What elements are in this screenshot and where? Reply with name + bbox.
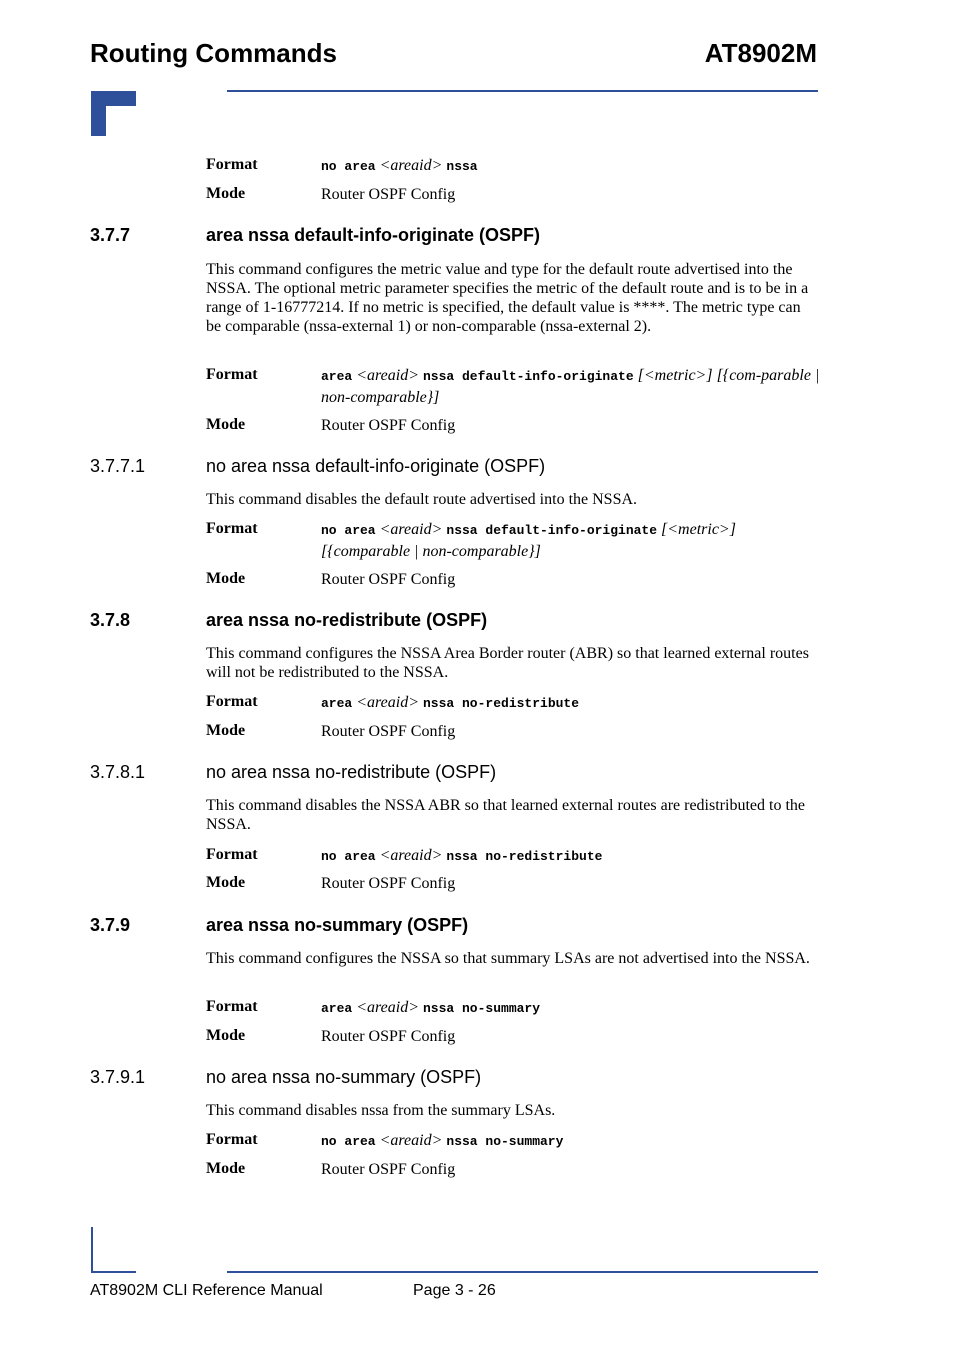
corner-mark-horizontal xyxy=(91,91,136,106)
cmd-argument: <areaid> xyxy=(356,999,419,1016)
section-number: 3.7.8 xyxy=(90,610,131,630)
mode-label: Mode xyxy=(206,185,246,202)
section-title: no area nssa no-summary (OSPF) xyxy=(206,1067,482,1087)
mode-value: Router OSPF Config xyxy=(321,1028,456,1045)
cmd-keyword: nssa default-info-originate xyxy=(446,523,658,538)
mode-value: Router OSPF Config xyxy=(321,723,456,740)
section-description: This command configures the NSSA Area Border router (ABR) so that learned external routes will not be redistributed to the NSSA. xyxy=(206,645,809,681)
section-title: no area nssa default-info-originate (OSPF) xyxy=(206,456,546,476)
cmd-keyword: nssa default-info-originate xyxy=(423,369,634,384)
section-description: This command disables the NSSA ABR so that learned external routes are redistributed to the NSSA. xyxy=(206,797,805,833)
section-title: area nssa no-summary (OSPF) xyxy=(206,915,469,935)
cmd-keyword: no area xyxy=(321,1134,376,1149)
section-title: no area nssa no-redistribute (OSPF) xyxy=(206,762,497,782)
format-label: Format xyxy=(206,366,258,383)
footer-manual-title: AT8902M CLI Reference Manual xyxy=(90,1282,323,1299)
mode-value: Router OSPF Config xyxy=(321,417,456,434)
format-label: Format xyxy=(206,846,258,863)
mode-label: Mode xyxy=(206,1027,246,1044)
format-syntax xyxy=(321,692,821,714)
cmd-keyword: area xyxy=(321,369,353,384)
section-description: This command disables nssa from the summary LSAs. xyxy=(206,1102,556,1119)
cmd-keyword: no area xyxy=(321,159,376,174)
mode-value: Router OSPF Config xyxy=(321,875,456,892)
cmd-keyword: area xyxy=(321,1001,353,1016)
section-number: 3.7.7.1 xyxy=(90,456,146,476)
footer-corner-horizontal xyxy=(91,1271,136,1273)
cmd-argument: <areaid> xyxy=(356,367,419,384)
format-syntax xyxy=(321,997,821,1019)
cmd-argument: <areaid> xyxy=(379,521,443,538)
cmd-argument: <areaid> xyxy=(356,694,419,711)
cmd-keyword: nssa no-summary xyxy=(446,1134,564,1149)
section-description: This command disables the default route advertised into the NSSA. xyxy=(206,491,638,508)
page-header-title: Routing Commands xyxy=(90,38,337,68)
format-syntax xyxy=(321,1130,821,1152)
product-name: AT8902M xyxy=(704,38,817,68)
format-syntax xyxy=(321,845,821,867)
footer-page-number: Page 3 - 26 xyxy=(413,1282,496,1299)
mode-label: Mode xyxy=(206,1160,246,1177)
cmd-keyword: nssa no-redistribute xyxy=(446,849,603,864)
footer-corner-vertical xyxy=(91,1227,93,1273)
mode-label: Mode xyxy=(206,874,246,891)
mode-label: Mode xyxy=(206,416,246,433)
format-label: Format xyxy=(206,156,258,173)
cmd-keyword: no area xyxy=(321,849,376,864)
cmd-argument: <areaid> xyxy=(379,1132,443,1149)
mode-value: Router OSPF Config xyxy=(321,1161,456,1178)
cmd-keyword: nssa no-redistribute xyxy=(423,696,580,711)
mode-value: Router OSPF Config xyxy=(321,571,456,588)
format-label: Format xyxy=(206,520,258,537)
format-syntax xyxy=(321,155,821,177)
cmd-keyword: no area xyxy=(321,523,376,538)
section-description: This command configures the metric value and type for the default route advertised into the NSSA. The optional metric parameter specifies the metric of the default route and is to be in a range of 1-16777214. If no metric is specified, the default value is ****. The metric type can be comparable (nssa-external 1) or non-comparable (nssa-external 2). xyxy=(206,261,809,335)
section-title: area nssa no-redistribute (OSPF) xyxy=(206,610,488,630)
format-syntax xyxy=(321,519,821,562)
header-rule xyxy=(227,90,818,92)
section-number: 3.7.9 xyxy=(90,915,131,935)
cmd-argument: <areaid> xyxy=(379,847,443,864)
section-number: 3.7.9.1 xyxy=(90,1067,146,1087)
section-number: 3.7.8.1 xyxy=(90,762,146,782)
cmd-optional-args: [<metric>] [{com-parable | non-comparable}] xyxy=(321,367,820,406)
footer-rule xyxy=(227,1271,818,1273)
cmd-optional-args: [<metric>] [{comparable | non-comparable}] xyxy=(321,521,736,560)
cmd-argument: <areaid> xyxy=(379,157,443,174)
cmd-keyword: nssa xyxy=(446,159,478,174)
mode-value: Router OSPF Config xyxy=(321,186,456,203)
cmd-keyword: area xyxy=(321,696,353,711)
cmd-keyword: nssa no-summary xyxy=(423,1001,541,1016)
format-label: Format xyxy=(206,693,258,710)
section-number: 3.7.7 xyxy=(90,225,131,245)
format-label: Format xyxy=(206,1131,258,1148)
format-syntax xyxy=(321,365,821,408)
format-label: Format xyxy=(206,998,258,1015)
section-description: This command configures the NSSA so that summary LSAs are not advertised into the NSSA. xyxy=(206,950,810,967)
mode-label: Mode xyxy=(206,570,246,587)
section-title: area nssa default-info-originate (OSPF) xyxy=(206,225,541,245)
mode-label: Mode xyxy=(206,722,246,739)
